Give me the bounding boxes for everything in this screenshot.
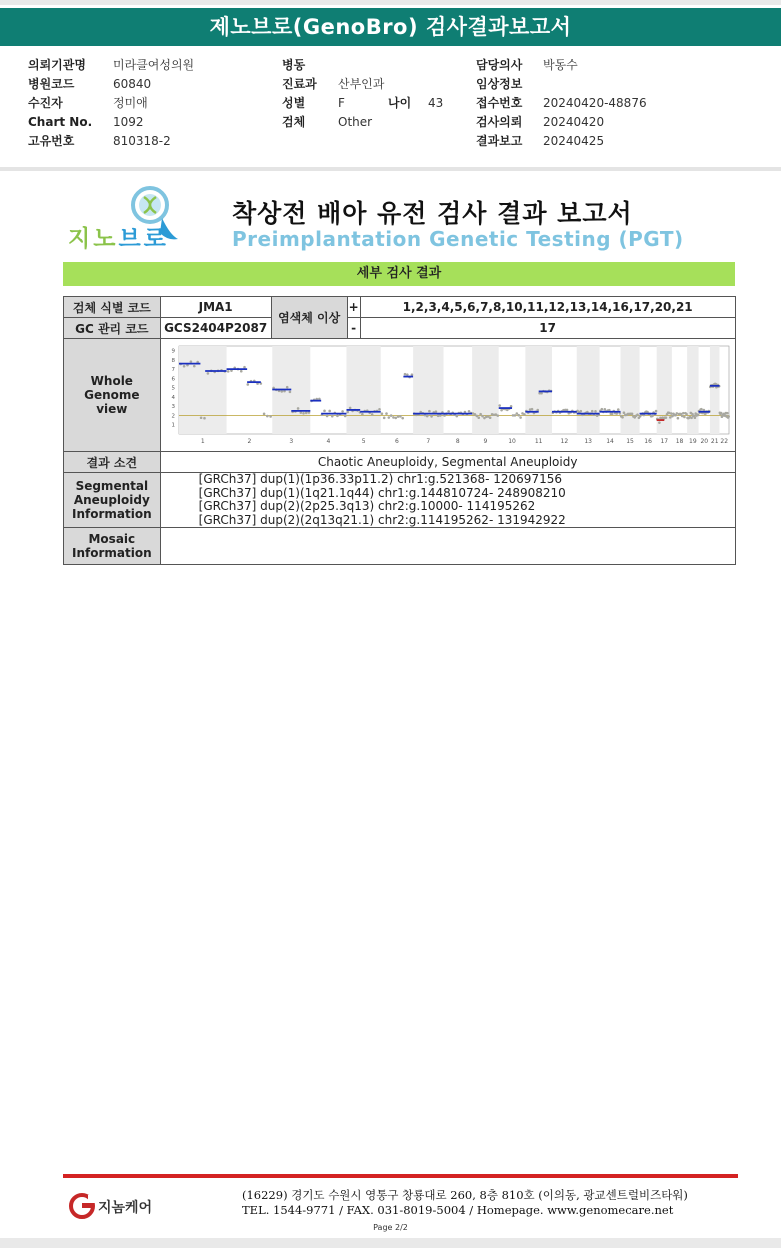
data-point bbox=[246, 383, 249, 386]
data-point bbox=[591, 410, 594, 413]
footer-contact: TEL. 1544-9771 / FAX. 031-8019-5004 / Homepage. www.genomecare.net bbox=[242, 1203, 674, 1217]
data-point bbox=[383, 417, 386, 420]
data-point bbox=[603, 408, 606, 411]
info-label: 접수번호 bbox=[476, 96, 523, 110]
info-value: 810318-2 bbox=[113, 134, 171, 148]
y-tick-label: 9 bbox=[171, 348, 175, 355]
genomecare-logo-icon bbox=[68, 1192, 98, 1220]
data-point bbox=[380, 412, 383, 415]
info-label: 병원코드 bbox=[28, 77, 75, 91]
data-point bbox=[696, 414, 699, 417]
info-column-left bbox=[28, 56, 194, 151]
x-tick-label: 10 bbox=[507, 438, 516, 445]
data-point bbox=[654, 410, 657, 413]
data-point bbox=[428, 410, 431, 413]
data-point bbox=[328, 410, 331, 413]
data-point bbox=[498, 404, 501, 407]
logo-wordmark: 지노브로 bbox=[68, 226, 169, 252]
info-value: 1092 bbox=[113, 115, 144, 129]
y-tick-label: 6 bbox=[171, 376, 175, 383]
data-point bbox=[396, 415, 399, 418]
segmental-line: [GRCh37] dup(1)(1q21.1q44) chr1:g.144810724- 248908210 bbox=[198, 485, 566, 500]
data-point bbox=[286, 386, 289, 389]
x-tick-label: 2 bbox=[247, 438, 251, 445]
x-tick-label: 21 bbox=[710, 438, 719, 445]
data-point bbox=[206, 372, 209, 375]
segmental-label: Segmental Aneuploidy Information bbox=[64, 473, 161, 528]
minus-sign: - bbox=[347, 318, 360, 339]
data-point bbox=[182, 365, 185, 368]
info-value: 20240420-48876 bbox=[543, 96, 647, 110]
y-tick-label: 2 bbox=[171, 413, 175, 420]
data-point bbox=[455, 415, 458, 418]
minus-chromosomes: 17 bbox=[360, 318, 735, 339]
data-point bbox=[479, 413, 482, 416]
x-tick-label: 16 bbox=[643, 438, 652, 445]
x-tick-label: 3 bbox=[289, 438, 293, 445]
data-point bbox=[240, 370, 243, 373]
data-point bbox=[517, 414, 520, 417]
data-point bbox=[296, 407, 299, 410]
x-tick-label: 14 bbox=[605, 438, 614, 445]
x-tick-label: 5 bbox=[361, 438, 366, 445]
data-point bbox=[348, 407, 351, 410]
x-tick-label: 22 bbox=[720, 438, 728, 445]
info-label: 수진자 bbox=[28, 96, 63, 110]
data-point bbox=[676, 417, 679, 420]
whole-genome-plot bbox=[163, 342, 733, 445]
x-tick-label: 20 bbox=[700, 438, 708, 445]
data-point bbox=[399, 415, 402, 418]
data-point bbox=[436, 415, 439, 418]
info-label: 진료과 bbox=[282, 77, 317, 91]
data-point bbox=[630, 413, 633, 416]
data-point bbox=[488, 416, 491, 419]
y-tick-label: 1 bbox=[171, 422, 175, 429]
data-point bbox=[371, 413, 374, 416]
data-point bbox=[305, 412, 308, 415]
info-label: 성별 bbox=[282, 96, 306, 110]
data-point bbox=[513, 414, 516, 417]
data-point bbox=[669, 416, 672, 419]
data-point bbox=[385, 412, 388, 415]
bottom-border bbox=[0, 1238, 781, 1248]
data-point bbox=[403, 373, 406, 376]
y-tick-label: 8 bbox=[171, 357, 175, 364]
info-label: 의뢰기관명 bbox=[28, 58, 86, 72]
x-tick-label: 13 bbox=[583, 438, 592, 445]
chromosome-abnormal-label: 염색체 이상 bbox=[271, 297, 347, 339]
info-label: 담당의사 bbox=[476, 58, 523, 72]
data-point bbox=[693, 416, 696, 419]
data-point bbox=[685, 413, 688, 416]
plus-sign: + bbox=[347, 297, 360, 318]
data-point bbox=[481, 415, 484, 418]
info-label: 임상정보 bbox=[476, 77, 523, 91]
x-tick-label: 15 bbox=[625, 438, 634, 445]
report-title: 착상전 배아 유전 검사 결과 보고서 bbox=[232, 199, 633, 228]
info-label: 검체 bbox=[282, 115, 306, 129]
segmental-info bbox=[160, 473, 735, 528]
data-point bbox=[336, 415, 339, 418]
footer-address: (16229) 경기도 수원시 영통구 창룡대로 260, 8층 810호 (이의동, 광교센트럴비즈타워) bbox=[242, 1188, 688, 1202]
chromosome-band bbox=[710, 346, 720, 434]
data-point bbox=[523, 413, 526, 416]
x-tick-label: 8 bbox=[455, 438, 460, 445]
y-tick-label: 5 bbox=[171, 385, 175, 392]
data-point bbox=[496, 414, 499, 417]
data-point bbox=[530, 408, 533, 411]
info-label: 검사의뢰 bbox=[476, 115, 523, 129]
mosaic-label: Mosaic Information bbox=[64, 528, 161, 565]
x-tick-label: 4 bbox=[326, 438, 330, 445]
y-tick-label: 7 bbox=[171, 367, 175, 374]
data-point bbox=[341, 410, 344, 413]
data-point bbox=[540, 392, 543, 395]
result-label: 결과 소견 bbox=[64, 452, 161, 473]
x-tick-label: 18 bbox=[675, 438, 683, 445]
info-value: F bbox=[338, 96, 345, 110]
data-point bbox=[600, 408, 603, 411]
data-point bbox=[199, 416, 202, 419]
data-point bbox=[243, 366, 246, 369]
data-point bbox=[475, 415, 478, 418]
data-point bbox=[361, 413, 364, 416]
chromosome-band bbox=[413, 346, 443, 434]
chromosome-band bbox=[687, 346, 698, 434]
info-value: 미라클여성의원 bbox=[113, 58, 195, 72]
report-subtitle: Preimplantation Genetic Testing (PGT) bbox=[232, 227, 684, 251]
page-number: Page 2/2 bbox=[373, 1223, 408, 1232]
data-point bbox=[651, 415, 654, 418]
data-point bbox=[387, 416, 390, 419]
data-point bbox=[378, 408, 381, 411]
plus-chromosomes: 1,2,3,4,5,6,7,8,10,11,12,13,14,16,17,20,21 bbox=[360, 297, 735, 318]
data-point bbox=[406, 373, 409, 376]
data-point bbox=[683, 416, 686, 419]
data-point bbox=[447, 410, 450, 413]
x-tick-label: 6 bbox=[394, 438, 399, 445]
chromosome-band bbox=[525, 346, 552, 434]
result-value: Chaotic Aneuploidy, Segmental Aneuploidy bbox=[160, 452, 735, 473]
data-point bbox=[727, 415, 730, 418]
x-tick-label: 11 bbox=[534, 438, 543, 445]
footer-address-block bbox=[242, 1188, 688, 1218]
top-border bbox=[0, 0, 781, 5]
data-point bbox=[467, 410, 470, 413]
sample-id-value: JMA1 bbox=[160, 297, 271, 318]
x-tick-label: 1 bbox=[200, 438, 205, 445]
data-point bbox=[636, 413, 639, 416]
data-point bbox=[664, 416, 667, 419]
data-point bbox=[565, 409, 568, 412]
data-point bbox=[426, 415, 429, 418]
x-tick-label: 9 bbox=[483, 438, 487, 445]
data-point bbox=[227, 370, 230, 373]
gc-code-value: GCS2404P2087 bbox=[160, 318, 271, 339]
data-point bbox=[519, 416, 522, 419]
data-point bbox=[579, 410, 582, 413]
data-point bbox=[203, 417, 206, 420]
data-point bbox=[346, 411, 349, 414]
info-label: Chart No. bbox=[28, 115, 93, 129]
info-label-age: 나이 bbox=[388, 96, 412, 110]
x-tick-label: 7 bbox=[426, 438, 430, 445]
data-point bbox=[700, 408, 703, 411]
segmental-line: [GRCh37] dup(1)(1p36.33p11.2) chr1:g.521368- 120697156 bbox=[198, 472, 562, 486]
segmental-line: [GRCh37] dup(2)(2p25.3q13) chr2:g.10000- 114195262 bbox=[198, 499, 536, 513]
info-value: 20240425 bbox=[543, 134, 605, 148]
info-label: 결과보고 bbox=[476, 134, 523, 148]
data-point bbox=[401, 417, 404, 420]
info-value: 60840 bbox=[113, 77, 152, 91]
info-value: 박동수 bbox=[543, 58, 578, 72]
info-column-right bbox=[476, 56, 647, 151]
info-label: 병동 bbox=[282, 58, 306, 72]
data-point bbox=[443, 414, 446, 417]
chromosome-band bbox=[576, 346, 599, 434]
footer-logo-text: 지놈케어 bbox=[98, 1200, 153, 1216]
y-tick-label: 4 bbox=[171, 394, 175, 401]
report-header-title: 제노브로(GenoBro) 검사결과보고서 bbox=[0, 8, 781, 46]
data-point bbox=[189, 360, 192, 363]
data-point bbox=[658, 421, 661, 424]
section-title: 세부 검사 결과 bbox=[63, 262, 735, 286]
data-point bbox=[323, 410, 326, 413]
data-point bbox=[269, 415, 272, 418]
segmental-line: [GRCh37] dup(2)(2q13q21.1) chr2:g.114195262- 131942922 bbox=[198, 512, 566, 527]
mosaic-value bbox=[160, 528, 735, 565]
data-point bbox=[726, 412, 729, 415]
data-point bbox=[389, 414, 392, 417]
data-point bbox=[262, 413, 265, 416]
info-value: Other bbox=[338, 115, 373, 129]
whole-genome-view-cell bbox=[160, 339, 735, 452]
data-point bbox=[280, 390, 283, 393]
x-tick-label: 19 bbox=[688, 438, 697, 445]
x-tick-label: 12 bbox=[560, 438, 568, 445]
info-value: 산부인과 bbox=[338, 77, 385, 91]
chromosome-band bbox=[346, 346, 380, 434]
x-tick-label: 17 bbox=[660, 438, 668, 445]
chromosome-band bbox=[472, 346, 499, 434]
data-point bbox=[477, 416, 480, 419]
plot-frame bbox=[179, 346, 729, 434]
data-point bbox=[622, 411, 625, 414]
data-point bbox=[392, 416, 395, 419]
info-value: 20240420 bbox=[543, 115, 605, 129]
section-separator bbox=[0, 167, 781, 171]
y-tick-label: 3 bbox=[171, 404, 175, 411]
result-table bbox=[63, 296, 736, 565]
info-column-middle bbox=[282, 56, 443, 132]
data-point bbox=[325, 415, 328, 418]
info-label: 고유번호 bbox=[28, 134, 75, 148]
data-point bbox=[617, 408, 620, 411]
data-point bbox=[193, 365, 196, 368]
chromosome-band bbox=[179, 346, 227, 434]
data-point bbox=[594, 410, 597, 413]
sample-id-label: 검체 식별 코드 bbox=[64, 297, 161, 318]
data-point bbox=[611, 412, 614, 415]
data-point bbox=[344, 415, 347, 418]
data-point bbox=[410, 373, 413, 376]
data-point bbox=[439, 414, 442, 417]
data-point bbox=[720, 412, 723, 415]
data-point bbox=[288, 391, 291, 394]
chromosome-band bbox=[620, 346, 639, 434]
data-point bbox=[621, 416, 624, 419]
info-value: 정미애 bbox=[113, 96, 148, 110]
info-value-age: 43 bbox=[428, 96, 444, 110]
footer-divider bbox=[63, 1174, 738, 1178]
data-point bbox=[331, 415, 334, 418]
gc-code-label: GC 관리 코드 bbox=[64, 318, 161, 339]
data-point bbox=[266, 415, 269, 418]
data-point bbox=[430, 415, 433, 418]
data-point bbox=[394, 417, 397, 420]
data-point bbox=[434, 410, 437, 413]
whole-genome-view-label: Whole Genome view bbox=[64, 339, 161, 452]
data-point bbox=[302, 412, 305, 415]
